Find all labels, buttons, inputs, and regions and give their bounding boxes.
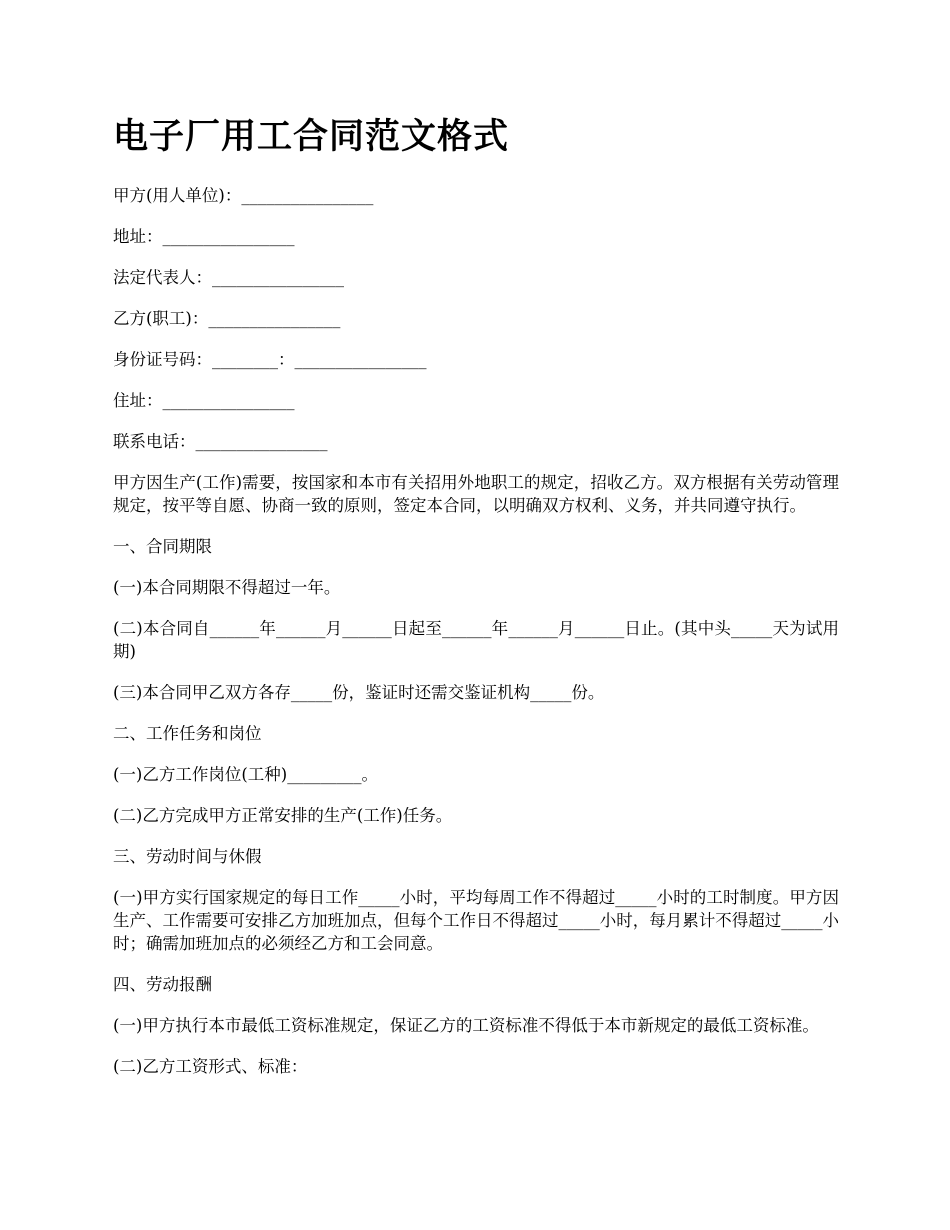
field-id-number: 身份证号码：________：________________ [113,350,427,369]
field-party-a: 甲方(用人单位)：________________ [113,186,374,205]
field-residence: 住址：________________ [113,391,295,410]
field-party-b: 乙方(职工)：________________ [113,309,341,328]
clause: (二)本合同自______年______月______日起至______年______月______日止。(其中头_____天为试用期) [113,619,839,661]
field-legal-representative: 法定代表人：________________ [113,268,344,287]
contract-document [113,112,839,1096]
field-phone: 联系电话：________________ [113,432,328,451]
clause: (一)乙方工作岗位(工种)_________。 [113,765,378,784]
section-heading: 一、合同期限 [113,537,212,556]
section-heading: 三、劳动时间与休假 [113,847,262,866]
clause: (二)乙方完成甲方正常安排的生产(工作)任务。 [113,806,453,825]
document-title: 电子厂用工合同范文格式 [113,117,510,157]
section-heading: 二、工作任务和岗位 [113,724,262,743]
intro-paragraph: 甲方因生产(工作)需要，按国家和本市有关招用外地职工的规定，招收乙方。双方根据有关劳动管理规定，按平等自愿、协商一致的原则，签定本合同，以明确双方权利、义务，并共同遵守执行。 [113,473,839,515]
clause: (一)甲方实行国家规定的每日工作_____小时，平均每周工作不得超过_____小时的工时制度。甲方因生产、工作需要可安排乙方加班加点，但每个工作日不得超过_____小时，每月累计不得超过_____小时；确需加班加点的必须经乙方和工会同意。 [113,888,839,953]
clause: (二)乙方工资形式、标准： [113,1057,308,1076]
clause: (一)甲方执行本市最低工资标准规定，保证乙方的工资标准不得低于本市新规定的最低工资标准。 [113,1016,819,1035]
clause: (一)本合同期限不得超过一年。 [113,578,341,597]
clause: (三)本合同甲乙双方各存_____份，鉴证时还需交鉴证机构_____份。 [113,683,605,702]
section-heading: 四、劳动报酬 [113,975,212,994]
field-address: 地址：________________ [113,227,295,246]
